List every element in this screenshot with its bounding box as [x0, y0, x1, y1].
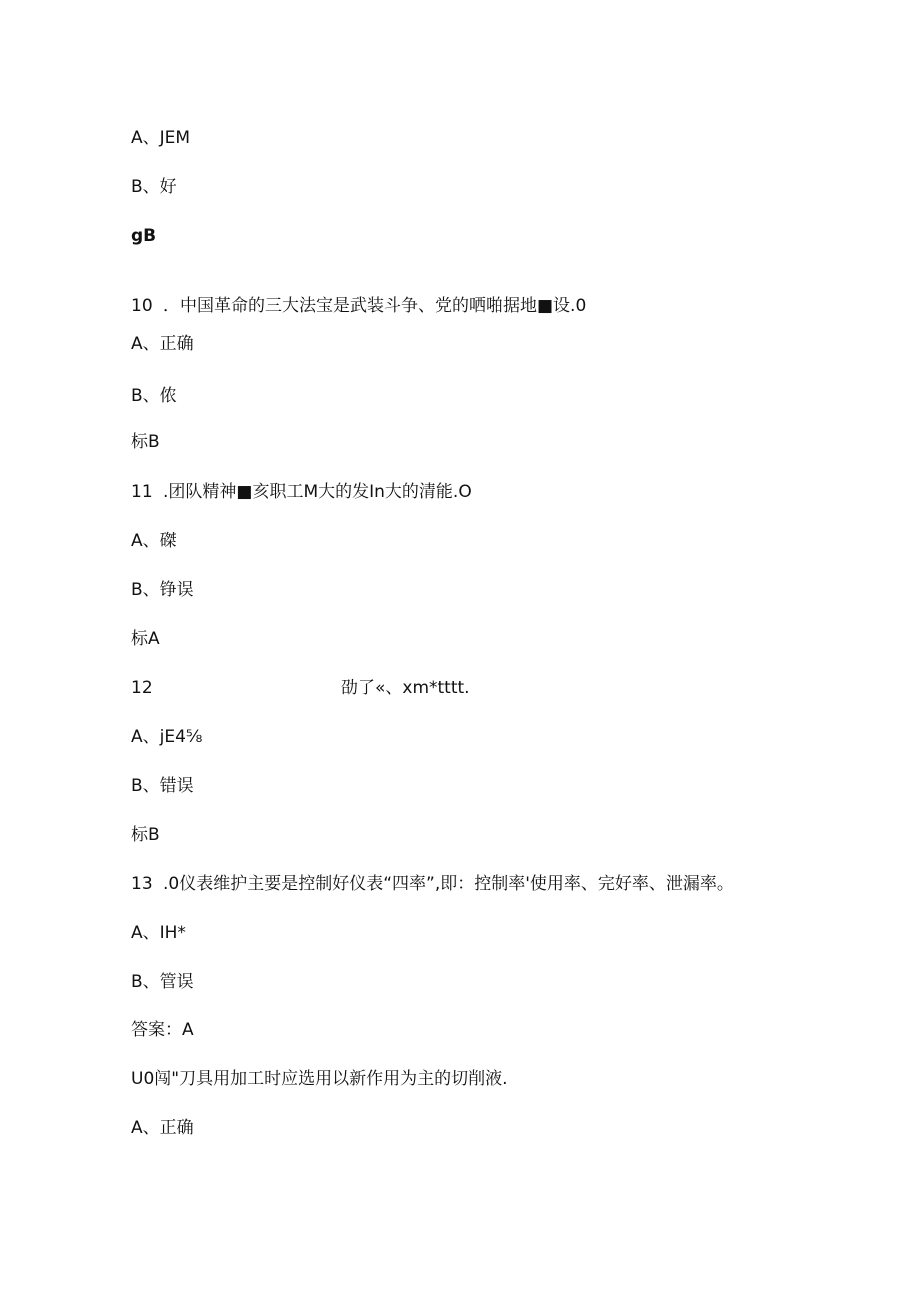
- option-text: A、jE4⅝: [131, 727, 203, 747]
- option-text: B、好: [131, 177, 177, 197]
- option-a-q10: [131, 333, 194, 355]
- option-text: A、磔: [131, 531, 177, 551]
- question-number: 12: [131, 678, 153, 698]
- question-13: [131, 873, 734, 895]
- answer-q13: [131, 1019, 194, 1041]
- option-text: A、JEM: [131, 128, 191, 148]
- option-a-q13: [131, 922, 186, 944]
- option-text: A、IH*: [131, 923, 186, 943]
- question-10: [131, 295, 586, 317]
- answer-q10: [131, 431, 160, 453]
- option-a-q9: [131, 127, 190, 149]
- question-text: 劭了«、xm*tttt.: [341, 678, 470, 698]
- question-text: ．中国革命的三大法宝是武装斗争、党的哂啪据地■设.0: [163, 296, 587, 316]
- answer-text: 标B: [131, 825, 160, 845]
- option-text: B、铮误: [131, 580, 194, 600]
- answer-text: 标B: [131, 432, 160, 452]
- option-a-q11: [131, 530, 177, 552]
- answer-q11: [131, 628, 160, 650]
- question-text: .0仪表维护主要是控制好仪表“四率”,即：控制率'使用率、完好率、泄漏率。: [163, 874, 734, 894]
- question-number: 10: [131, 296, 153, 316]
- answer-text: gB: [131, 226, 157, 246]
- answer-text: 答案：A: [131, 1020, 194, 1040]
- question-text: .团队精神■亥职工M大的发In大的清能.O: [163, 482, 472, 502]
- option-b-q12: [131, 775, 194, 797]
- answer-text: 标A: [131, 629, 160, 649]
- question-11: [131, 481, 472, 503]
- answer-q9: [131, 225, 156, 247]
- question-14: [131, 1068, 507, 1090]
- option-text: A、正确: [131, 334, 194, 354]
- question-number: 13: [131, 874, 153, 894]
- question-number: 11: [131, 482, 153, 502]
- option-a-q14: [131, 1117, 194, 1139]
- option-text: B、错误: [131, 776, 194, 796]
- question-text: U0闯"刀具用加工时应选用以新作用为主的切削液.: [131, 1069, 508, 1089]
- option-text: B、侬: [131, 386, 177, 406]
- option-b-q9: [131, 176, 177, 198]
- option-b-q10: [131, 385, 177, 407]
- option-a-q12: [131, 726, 202, 748]
- answer-q12: [131, 824, 160, 846]
- option-text: A、正确: [131, 1118, 194, 1138]
- option-b-q11: [131, 579, 194, 601]
- question-12: [131, 677, 470, 699]
- option-b-q13: [131, 971, 194, 993]
- option-text: B、管误: [131, 972, 194, 992]
